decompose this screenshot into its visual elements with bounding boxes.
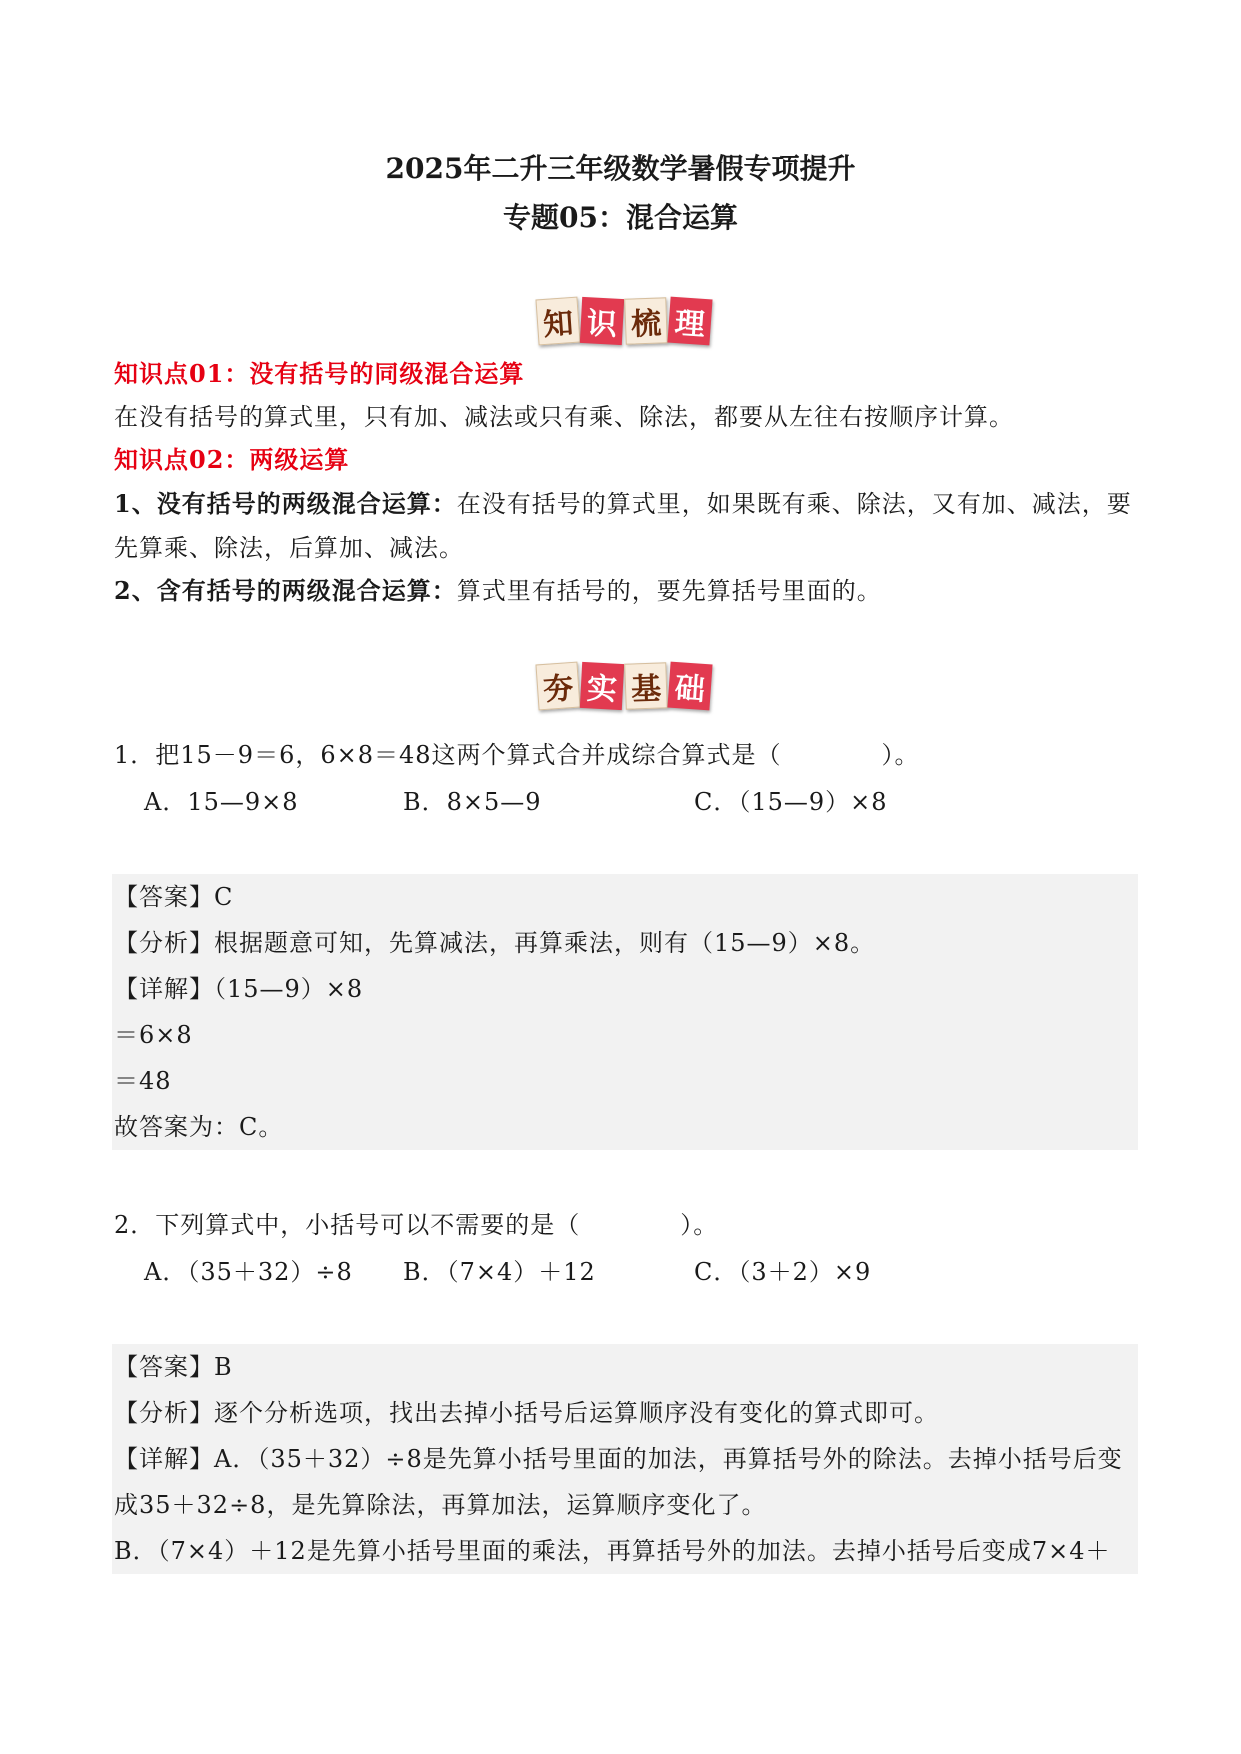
solution-line: B．（7×4）＋12是先算小括号里面的乘法，再算括号外的加法。去掉小括号后变成7×4＋	[114, 1537, 1111, 1565]
question-2-answer-box	[112, 1344, 1138, 1574]
option-c: C．（15—9）×8	[694, 788, 888, 816]
solution-step: ＝48	[114, 1067, 172, 1095]
question-1-answer-box	[112, 874, 1138, 1150]
item-label: 1、没有括号的两级混合运算：	[114, 489, 457, 518]
knowledge-point-2-heading: 知识点02：两级运算	[114, 445, 350, 474]
conclusion-line: 故答案为：C。	[114, 1113, 284, 1141]
badge-tile: 知	[535, 297, 580, 346]
analysis-line: 【分析】根据题意可知，先算减法，再算乘法，则有（15—9）×8。	[114, 929, 876, 957]
question-1-options	[0, 780, 1241, 824]
question-2-options	[0, 1250, 1241, 1294]
knowledge-point-2-item	[114, 482, 1138, 570]
answer-line: 【答案】B	[114, 1353, 233, 1381]
item-text: 在没有括号的算式里，如果既有乘、除法，又有加、减法，要先算乘、除法，后算加、减法。	[114, 490, 1132, 562]
knowledge-review-badge	[537, 298, 711, 344]
option-c: C．（3＋2）×9	[694, 1258, 872, 1286]
option-a: A．15—9×8	[144, 788, 299, 816]
question-1-stem: 1．把15－9＝6，6×8＝48这两个算式合并成综合算式是（ ）。	[114, 741, 920, 769]
solution-line: 【详解】A．（35＋32）÷8是先算小括号里面的加法，再算括号外的除法。去掉小括号后变成35＋32÷8，是先算除法，再算加法，运算顺序变化了。	[114, 1445, 1123, 1519]
badge-tile: 实	[580, 662, 624, 710]
badge-tile: 识	[580, 297, 624, 345]
knowledge-point-1-text: 在没有括号的算式里，只有加、减法或只有乘、除法，都要从左往右按顺序计算。	[114, 403, 1014, 431]
analysis-line: 【分析】逐个分析选项，找出去掉小括号后运算顺序没有变化的算式即可。	[114, 1399, 939, 1427]
option-b: B．8×5—9	[403, 788, 542, 816]
knowledge-point-1-heading: 知识点01：没有括号的同级混合运算	[114, 359, 525, 388]
document-title: 2025年二升三年级数学暑假专项提升	[385, 152, 856, 185]
item-text: 算式里有括号的，要先算括号里面的。	[456, 577, 882, 605]
knowledge-point-2-item	[114, 569, 1138, 613]
badge-tile: 理	[667, 297, 712, 346]
badge-tile: 基	[624, 662, 668, 709]
solution-line: 【详解】（15—9）×8	[114, 975, 364, 1003]
item-label: 2、含有括号的两级混合运算：	[114, 576, 457, 605]
badge-tile: 梳	[624, 297, 668, 344]
badge-tile: 础	[667, 662, 712, 711]
option-a: A．（35＋32）÷8	[144, 1258, 353, 1286]
badge-tile: 夯	[535, 662, 580, 711]
question-2-stem: 2．下列算式中，小括号可以不需要的是（ ）。	[114, 1211, 719, 1239]
option-b: B．（7×4）＋12	[403, 1258, 596, 1286]
answer-line: 【答案】C	[114, 883, 234, 911]
basics-badge	[537, 663, 711, 709]
solution-step: ＝6×8	[114, 1021, 193, 1049]
document-subtitle: 专题05：混合运算	[503, 201, 738, 234]
